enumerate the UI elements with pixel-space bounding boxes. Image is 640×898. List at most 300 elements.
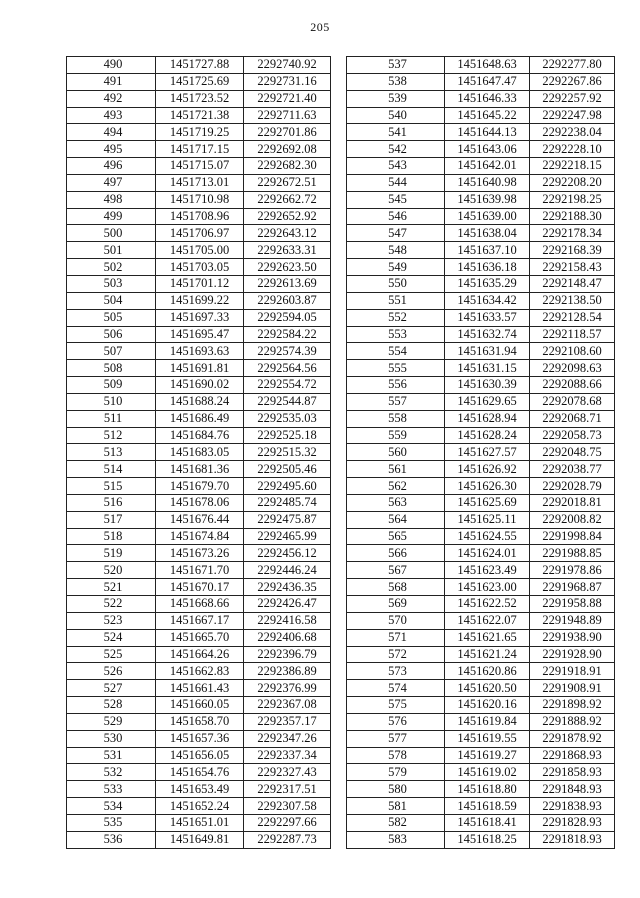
- easting-cell: 1451626.92: [445, 461, 530, 478]
- northing-cell: 2291948.89: [530, 612, 615, 629]
- point-number-cell: 554: [347, 343, 445, 360]
- easting-cell: 1451668.66: [156, 596, 244, 613]
- table-row: [67, 410, 331, 427]
- northing-cell: 2292564.56: [244, 360, 331, 377]
- easting-cell: 1451656.05: [156, 747, 244, 764]
- easting-cell: 1451631.94: [445, 343, 530, 360]
- table-row: [67, 562, 331, 579]
- point-number-cell: 498: [67, 191, 156, 208]
- easting-cell: 1451657.36: [156, 730, 244, 747]
- point-number-cell: 532: [67, 764, 156, 781]
- easting-cell: 1451648.63: [445, 57, 530, 74]
- table-row: [347, 174, 615, 191]
- northing-cell: 2291858.93: [530, 764, 615, 781]
- point-number-cell: 577: [347, 730, 445, 747]
- northing-cell: 2292613.69: [244, 275, 331, 292]
- easting-cell: 1451697.33: [156, 309, 244, 326]
- easting-cell: 1451727.88: [156, 57, 244, 74]
- table-row: [347, 831, 615, 848]
- easting-cell: 1451708.96: [156, 208, 244, 225]
- northing-cell: 2292535.03: [244, 410, 331, 427]
- easting-cell: 1451628.94: [445, 410, 530, 427]
- easting-cell: 1451638.04: [445, 225, 530, 242]
- easting-cell: 1451624.55: [445, 528, 530, 545]
- northing-cell: 2292701.86: [244, 124, 331, 141]
- easting-cell: 1451723.52: [156, 90, 244, 107]
- easting-cell: 1451671.70: [156, 562, 244, 579]
- page-number: 205: [310, 20, 330, 34]
- table-row: [67, 814, 331, 831]
- easting-cell: 1451647.47: [445, 73, 530, 90]
- northing-cell: 2292446.24: [244, 562, 331, 579]
- easting-cell: 1451664.26: [156, 646, 244, 663]
- northing-cell: 2292317.51: [244, 781, 331, 798]
- point-number-cell: 567: [347, 562, 445, 579]
- northing-cell: 2292108.60: [530, 343, 615, 360]
- point-number-cell: 555: [347, 360, 445, 377]
- table-row: [347, 545, 615, 562]
- easting-cell: 1451652.24: [156, 798, 244, 815]
- easting-cell: 1451715.07: [156, 158, 244, 175]
- table-row: [67, 747, 331, 764]
- table-row: [347, 730, 615, 747]
- easting-cell: 1451683.05: [156, 444, 244, 461]
- easting-cell: 1451701.12: [156, 275, 244, 292]
- northing-cell: 2292731.16: [244, 73, 331, 90]
- table-row: [347, 343, 615, 360]
- point-number-cell: 497: [67, 174, 156, 191]
- point-number-cell: 582: [347, 814, 445, 831]
- northing-cell: 2292028.79: [530, 478, 615, 495]
- point-number-cell: 574: [347, 680, 445, 697]
- point-number-cell: 566: [347, 545, 445, 562]
- northing-cell: 2292178.34: [530, 225, 615, 242]
- northing-cell: 2292307.58: [244, 798, 331, 815]
- easting-cell: 1451676.44: [156, 511, 244, 528]
- northing-cell: 2292228.10: [530, 141, 615, 158]
- table-row: [67, 680, 331, 697]
- table-row: [67, 292, 331, 309]
- northing-cell: 2292048.75: [530, 444, 615, 461]
- point-number-cell: 542: [347, 141, 445, 158]
- easting-cell: 1451719.25: [156, 124, 244, 141]
- northing-cell: 2292594.05: [244, 309, 331, 326]
- northing-cell: 2291978.86: [530, 562, 615, 579]
- northing-cell: 2292058.73: [530, 427, 615, 444]
- easting-cell: 1451625.11: [445, 511, 530, 528]
- easting-cell: 1451637.10: [445, 242, 530, 259]
- point-number-cell: 547: [347, 225, 445, 242]
- easting-cell: 1451639.98: [445, 191, 530, 208]
- easting-cell: 1451693.63: [156, 343, 244, 360]
- point-number-cell: 551: [347, 292, 445, 309]
- point-number-cell: 515: [67, 478, 156, 495]
- northing-cell: 2292554.72: [244, 377, 331, 394]
- easting-cell: 1451619.27: [445, 747, 530, 764]
- point-number-cell: 571: [347, 629, 445, 646]
- northing-cell: 2291828.93: [530, 814, 615, 831]
- table-row: [347, 562, 615, 579]
- table-row: [67, 259, 331, 276]
- northing-cell: 2291928.90: [530, 646, 615, 663]
- easting-cell: 1451713.01: [156, 174, 244, 191]
- easting-cell: 1451665.70: [156, 629, 244, 646]
- northing-cell: 2292267.86: [530, 73, 615, 90]
- table-row: [67, 275, 331, 292]
- table-row: [67, 242, 331, 259]
- northing-cell: 2292098.63: [530, 360, 615, 377]
- northing-cell: 2291878.92: [530, 730, 615, 747]
- easting-cell: 1451618.25: [445, 831, 530, 848]
- point-number-cell: 579: [347, 764, 445, 781]
- northing-cell: 2292544.87: [244, 393, 331, 410]
- point-number-cell: 506: [67, 326, 156, 343]
- easting-cell: 1451620.86: [445, 663, 530, 680]
- northing-cell: 2292505.46: [244, 461, 331, 478]
- table-row: [67, 730, 331, 747]
- easting-cell: 1451681.36: [156, 461, 244, 478]
- northing-cell: 2291898.92: [530, 697, 615, 714]
- point-number-cell: 529: [67, 713, 156, 730]
- northing-cell: 2292068.71: [530, 410, 615, 427]
- table-row: [347, 478, 615, 495]
- point-number-cell: 578: [347, 747, 445, 764]
- table-row: [347, 528, 615, 545]
- easting-cell: 1451619.84: [445, 713, 530, 730]
- table-row: [347, 141, 615, 158]
- northing-cell: 2292287.73: [244, 831, 331, 848]
- point-number-cell: 534: [67, 798, 156, 815]
- point-number-cell: 544: [347, 174, 445, 191]
- point-number-cell: 526: [67, 663, 156, 680]
- point-number-cell: 576: [347, 713, 445, 730]
- easting-cell: 1451633.57: [445, 309, 530, 326]
- easting-cell: 1451699.22: [156, 292, 244, 309]
- table-row: [347, 377, 615, 394]
- northing-cell: 2292347.26: [244, 730, 331, 747]
- northing-cell: 2292584.22: [244, 326, 331, 343]
- easting-cell: 1451620.50: [445, 680, 530, 697]
- point-number-cell: 516: [67, 494, 156, 511]
- point-number-cell: 569: [347, 596, 445, 613]
- easting-cell: 1451705.00: [156, 242, 244, 259]
- point-number-cell: 572: [347, 646, 445, 663]
- point-number-cell: 541: [347, 124, 445, 141]
- point-number-cell: 537: [347, 57, 445, 74]
- table-row: [347, 596, 615, 613]
- point-number-cell: 560: [347, 444, 445, 461]
- table-row: [67, 461, 331, 478]
- northing-cell: 2292692.08: [244, 141, 331, 158]
- table-row: [67, 73, 331, 90]
- point-number-cell: 564: [347, 511, 445, 528]
- northing-cell: 2292218.15: [530, 158, 615, 175]
- table-row: [67, 764, 331, 781]
- northing-cell: 2292603.87: [244, 292, 331, 309]
- northing-cell: 2292038.77: [530, 461, 615, 478]
- easting-cell: 1451674.84: [156, 528, 244, 545]
- table-row: [67, 326, 331, 343]
- northing-cell: 2292128.54: [530, 309, 615, 326]
- northing-cell: 2292396.79: [244, 646, 331, 663]
- northing-cell: 2292018.81: [530, 494, 615, 511]
- northing-cell: 2291918.91: [530, 663, 615, 680]
- northing-cell: 2291988.85: [530, 545, 615, 562]
- northing-cell: 2292485.74: [244, 494, 331, 511]
- point-number-cell: 514: [67, 461, 156, 478]
- northing-cell: 2292740.92: [244, 57, 331, 74]
- point-number-cell: 563: [347, 494, 445, 511]
- northing-cell: 2292168.39: [530, 242, 615, 259]
- point-number-cell: 501: [67, 242, 156, 259]
- table-row: [67, 174, 331, 191]
- northing-cell: 2292525.18: [244, 427, 331, 444]
- table-row: [347, 798, 615, 815]
- easting-cell: 1451618.80: [445, 781, 530, 798]
- northing-cell: 2292118.57: [530, 326, 615, 343]
- northing-cell: 2291838.93: [530, 798, 615, 815]
- table-row: [67, 494, 331, 511]
- northing-cell: 2291938.90: [530, 629, 615, 646]
- point-number-cell: 525: [67, 646, 156, 663]
- point-number-cell: 570: [347, 612, 445, 629]
- northing-cell: 2292652.92: [244, 208, 331, 225]
- point-number-cell: 565: [347, 528, 445, 545]
- table-row: [347, 713, 615, 730]
- northing-cell: 2292188.30: [530, 208, 615, 225]
- easting-cell: 1451690.02: [156, 377, 244, 394]
- northing-cell: 2292643.12: [244, 225, 331, 242]
- northing-cell: 2292465.99: [244, 528, 331, 545]
- point-number-cell: 494: [67, 124, 156, 141]
- point-number-cell: 509: [67, 377, 156, 394]
- northing-cell: 2292208.20: [530, 174, 615, 191]
- northing-cell: 2291908.91: [530, 680, 615, 697]
- table-row: [347, 629, 615, 646]
- point-number-cell: 518: [67, 528, 156, 545]
- easting-cell: 1451662.83: [156, 663, 244, 680]
- easting-cell: 1451631.15: [445, 360, 530, 377]
- table-row: [347, 461, 615, 478]
- northing-cell: 2292662.72: [244, 191, 331, 208]
- northing-cell: 2292386.89: [244, 663, 331, 680]
- northing-cell: 2292008.82: [530, 511, 615, 528]
- easting-cell: 1451717.15: [156, 141, 244, 158]
- point-number-cell: 559: [347, 427, 445, 444]
- point-number-cell: 580: [347, 781, 445, 798]
- table-row: [347, 360, 615, 377]
- northing-cell: 2292198.25: [530, 191, 615, 208]
- point-number-cell: 505: [67, 309, 156, 326]
- northing-cell: 2292495.60: [244, 478, 331, 495]
- easting-cell: 1451639.00: [445, 208, 530, 225]
- coordinates-table-left: [66, 56, 331, 849]
- easting-cell: 1451725.69: [156, 73, 244, 90]
- table-row: [347, 764, 615, 781]
- northing-cell: 2292277.80: [530, 57, 615, 74]
- point-number-cell: 557: [347, 393, 445, 410]
- point-number-cell: 558: [347, 410, 445, 427]
- table-row: [347, 90, 615, 107]
- table-row: [67, 528, 331, 545]
- point-number-cell: 561: [347, 461, 445, 478]
- northing-cell: 2292406.68: [244, 629, 331, 646]
- table-row: [347, 73, 615, 90]
- point-number-cell: 520: [67, 562, 156, 579]
- table-row: [67, 612, 331, 629]
- table-row: [347, 410, 615, 427]
- point-number-cell: 575: [347, 697, 445, 714]
- table-row: [347, 275, 615, 292]
- table-row: [67, 478, 331, 495]
- point-number-cell: 512: [67, 427, 156, 444]
- table-row: [347, 781, 615, 798]
- point-number-cell: 508: [67, 360, 156, 377]
- table-row: [67, 377, 331, 394]
- table-row: [67, 629, 331, 646]
- point-number-cell: 530: [67, 730, 156, 747]
- easting-cell: 1451622.07: [445, 612, 530, 629]
- table-row: [67, 158, 331, 175]
- point-number-cell: 538: [347, 73, 445, 90]
- easting-cell: 1451634.42: [445, 292, 530, 309]
- point-number-cell: 510: [67, 393, 156, 410]
- table-row: [67, 545, 331, 562]
- point-number-cell: 528: [67, 697, 156, 714]
- northing-cell: 2292475.87: [244, 511, 331, 528]
- easting-cell: 1451721.38: [156, 107, 244, 124]
- table-row: [347, 191, 615, 208]
- point-number-cell: 523: [67, 612, 156, 629]
- easting-cell: 1451643.06: [445, 141, 530, 158]
- point-number-cell: 568: [347, 579, 445, 596]
- easting-cell: 1451658.70: [156, 713, 244, 730]
- easting-cell: 1451618.41: [445, 814, 530, 831]
- table-row: [67, 191, 331, 208]
- easting-cell: 1451686.49: [156, 410, 244, 427]
- northing-cell: 2292426.47: [244, 596, 331, 613]
- table-row: [67, 444, 331, 461]
- easting-cell: 1451627.57: [445, 444, 530, 461]
- easting-cell: 1451623.00: [445, 579, 530, 596]
- northing-cell: 2292238.04: [530, 124, 615, 141]
- easting-cell: 1451695.47: [156, 326, 244, 343]
- table-row: [347, 612, 615, 629]
- table-row: [347, 680, 615, 697]
- table-row: [67, 646, 331, 663]
- easting-cell: 1451703.05: [156, 259, 244, 276]
- point-number-cell: 499: [67, 208, 156, 225]
- northing-cell: 2291958.88: [530, 596, 615, 613]
- table-row: [67, 124, 331, 141]
- table-row: [347, 511, 615, 528]
- point-number-cell: 531: [67, 747, 156, 764]
- easting-cell: 1451619.02: [445, 764, 530, 781]
- point-number-cell: 500: [67, 225, 156, 242]
- table-row: [347, 579, 615, 596]
- northing-cell: 2292416.58: [244, 612, 331, 629]
- table-row: [347, 393, 615, 410]
- table-row: [347, 292, 615, 309]
- easting-cell: 1451635.29: [445, 275, 530, 292]
- easting-cell: 1451684.76: [156, 427, 244, 444]
- table-row: [347, 427, 615, 444]
- table-row: [347, 646, 615, 663]
- northing-cell: 2292376.99: [244, 680, 331, 697]
- northing-cell: 2292711.63: [244, 107, 331, 124]
- northing-cell: 2292623.50: [244, 259, 331, 276]
- northing-cell: 2292721.40: [244, 90, 331, 107]
- northing-cell: 2292247.98: [530, 107, 615, 124]
- point-number-cell: 519: [67, 545, 156, 562]
- table-row: [347, 747, 615, 764]
- point-number-cell: 549: [347, 259, 445, 276]
- easting-cell: 1451710.98: [156, 191, 244, 208]
- easting-cell: 1451679.70: [156, 478, 244, 495]
- point-number-cell: 533: [67, 781, 156, 798]
- point-number-cell: 556: [347, 377, 445, 394]
- easting-cell: 1451678.06: [156, 494, 244, 511]
- easting-cell: 1451673.26: [156, 545, 244, 562]
- point-number-cell: 524: [67, 629, 156, 646]
- point-number-cell: 495: [67, 141, 156, 158]
- easting-cell: 1451618.59: [445, 798, 530, 815]
- easting-cell: 1451646.33: [445, 90, 530, 107]
- northing-cell: 2291848.93: [530, 781, 615, 798]
- easting-cell: 1451625.69: [445, 494, 530, 511]
- point-number-cell: 502: [67, 259, 156, 276]
- easting-cell: 1451628.24: [445, 427, 530, 444]
- point-number-cell: 550: [347, 275, 445, 292]
- point-number-cell: 540: [347, 107, 445, 124]
- point-number-cell: 553: [347, 326, 445, 343]
- point-number-cell: 548: [347, 242, 445, 259]
- northing-cell: 2292515.32: [244, 444, 331, 461]
- easting-cell: 1451649.81: [156, 831, 244, 848]
- easting-cell: 1451644.13: [445, 124, 530, 141]
- northing-cell: 2292148.47: [530, 275, 615, 292]
- point-number-cell: 543: [347, 158, 445, 175]
- point-number-cell: 521: [67, 579, 156, 596]
- easting-cell: 1451621.24: [445, 646, 530, 663]
- northing-cell: 2291998.84: [530, 528, 615, 545]
- point-number-cell: 517: [67, 511, 156, 528]
- table-row: [67, 427, 331, 444]
- table-row: [67, 596, 331, 613]
- table-row: [67, 360, 331, 377]
- northing-cell: 2292257.92: [530, 90, 615, 107]
- easting-cell: 1451629.65: [445, 393, 530, 410]
- table-row: [347, 208, 615, 225]
- table-row: [67, 309, 331, 326]
- point-number-cell: 562: [347, 478, 445, 495]
- table-row: [67, 713, 331, 730]
- point-number-cell: 503: [67, 275, 156, 292]
- easting-cell: 1451645.22: [445, 107, 530, 124]
- table-row: [67, 663, 331, 680]
- point-number-cell: 491: [67, 73, 156, 90]
- northing-cell: 2292633.31: [244, 242, 331, 259]
- easting-cell: 1451653.49: [156, 781, 244, 798]
- point-number-cell: 492: [67, 90, 156, 107]
- easting-cell: 1451691.81: [156, 360, 244, 377]
- table-row: [67, 90, 331, 107]
- point-number-cell: 583: [347, 831, 445, 848]
- point-number-cell: 493: [67, 107, 156, 124]
- northing-cell: 2292138.50: [530, 292, 615, 309]
- northing-cell: 2292088.66: [530, 377, 615, 394]
- table-row: [67, 697, 331, 714]
